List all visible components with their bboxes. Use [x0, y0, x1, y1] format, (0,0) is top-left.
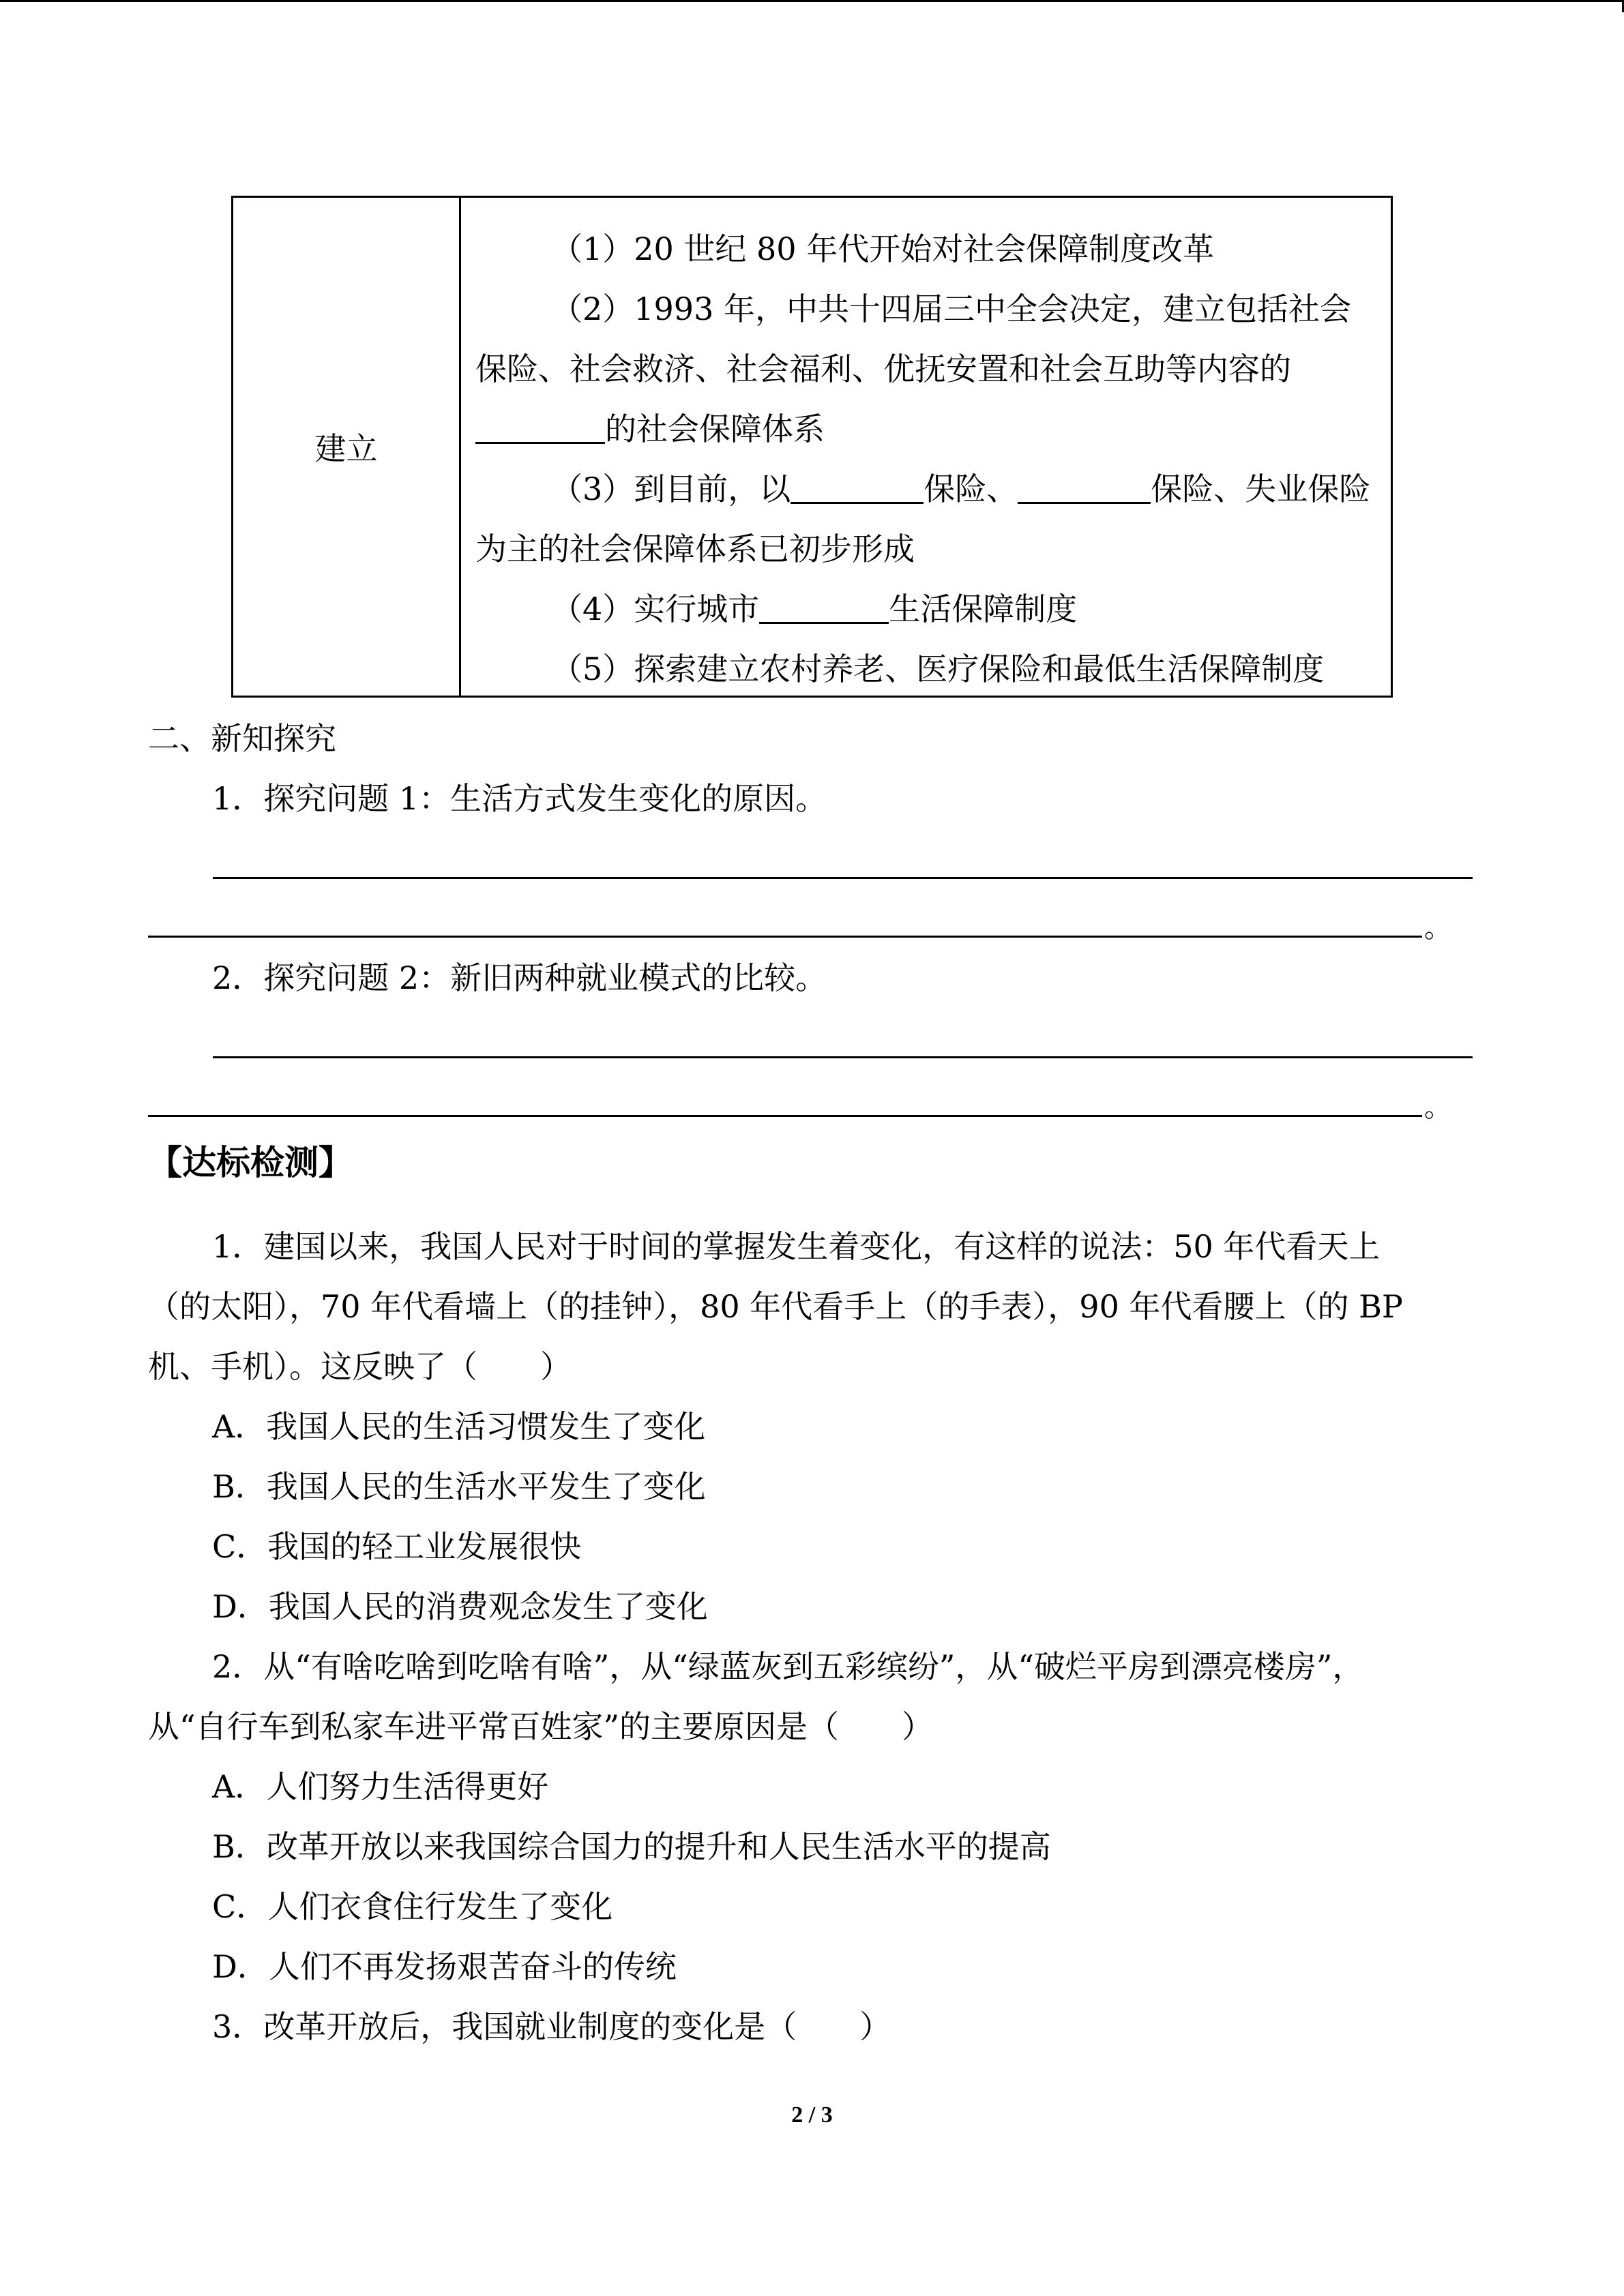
fill-blank[interactable] [475, 411, 605, 444]
test-q2-line-2: 从“自行车到私家车进平常百姓家”的主要原因是（ ） [148, 1708, 934, 1745]
test-q3-line-1: 3．改革开放后，我国就业制度的变化是（ ） [212, 2008, 891, 2045]
test-q1-option-c[interactable]: C．我国的轻工业发展很快 [212, 1528, 582, 1565]
table-item-4: （4）实行城市 生活保障制度 [551, 591, 1078, 627]
answer-line[interactable] [148, 1115, 1422, 1117]
table-item-5: （5）探索建立农村养老、医疗保险和最低生活保障制度 [551, 651, 1325, 687]
test-q1-option-d[interactable]: D．我国人民的消费观念发生了变化 [212, 1588, 708, 1625]
table-item-3-line-1: （3）到目前，以 保险、 保险、失业保险 [551, 471, 1371, 507]
fill-blank[interactable] [791, 471, 924, 504]
table-row-label: 建立 [314, 430, 378, 467]
social-security-table [231, 196, 1393, 698]
test-q2-line-1: 2．从“有啥吃啥到吃啥有啥”，从“绿蓝灰到五彩缤纷”，从“破烂平房到漂亮楼房”， [212, 1648, 1364, 1685]
table-column-divider [459, 198, 461, 696]
table-item-3-line-2: 为主的社会保障体系已初步形成 [475, 531, 915, 567]
top-border-rule [0, 0, 1624, 2]
explore-question-2: 2．探究问题 2：新旧两种就业模式的比较。 [212, 959, 827, 996]
test-q2-option-d[interactable]: D．人们不再发扬艰苦奋斗的传统 [212, 1948, 677, 1985]
end-period: 。 [1424, 1092, 1451, 1123]
explore-heading: 二、新知探究 [148, 720, 336, 757]
table-item-1: （1）20 世纪 80 年代开始对社会保障制度改革 [551, 230, 1215, 267]
table-item-2-line-1: （2）1993 年，中共十四届三中全会决定，建立包括社会 [551, 290, 1351, 327]
explore-question-1: 1．探究问题 1：生活方式发生变化的原因。 [212, 780, 827, 817]
fill-blank[interactable] [759, 591, 889, 624]
table-item-2-line-2: 保险、社会救济、社会福利、优抚安置和社会互助等内容的 [475, 351, 1291, 387]
test-q2-option-b[interactable]: B．改革开放以来我国综合国力的提升和人民生活水平的提高 [212, 1828, 1051, 1865]
end-period: 。 [1424, 912, 1451, 944]
table-item-2-line-3: 的社会保障体系 [475, 408, 825, 449]
fill-blank[interactable] [1018, 471, 1151, 504]
test-q2-option-a[interactable]: A．人们努力生活得更好 [212, 1768, 549, 1805]
test-q1-line-3: 机、手机）。这反映了（ ） [148, 1348, 572, 1385]
test-heading: 【达标检测】 [148, 1143, 353, 1182]
test-q1-option-b[interactable]: B．我国人民的生活水平发生了变化 [212, 1468, 706, 1505]
answer-line[interactable] [213, 1056, 1473, 1058]
test-q1-line-1: 1．建国以来，我国人民对于时间的掌握发生着变化，有这样的说法：50 年代看天上 [212, 1228, 1381, 1265]
page-number: 2 / 3 [791, 2102, 833, 2128]
answer-line[interactable] [213, 877, 1473, 879]
test-q2-option-c[interactable]: C．人们衣食住行发生了变化 [212, 1888, 613, 1925]
test-q1-option-a[interactable]: A．我国人民的生活习惯发生了变化 [212, 1408, 706, 1445]
test-q1-line-2: （的太阳），70 年代看墙上（的挂钟），80 年代看手上（的手表），90 年代看腰上（的 BP [148, 1288, 1403, 1325]
answer-line[interactable] [148, 936, 1422, 938]
